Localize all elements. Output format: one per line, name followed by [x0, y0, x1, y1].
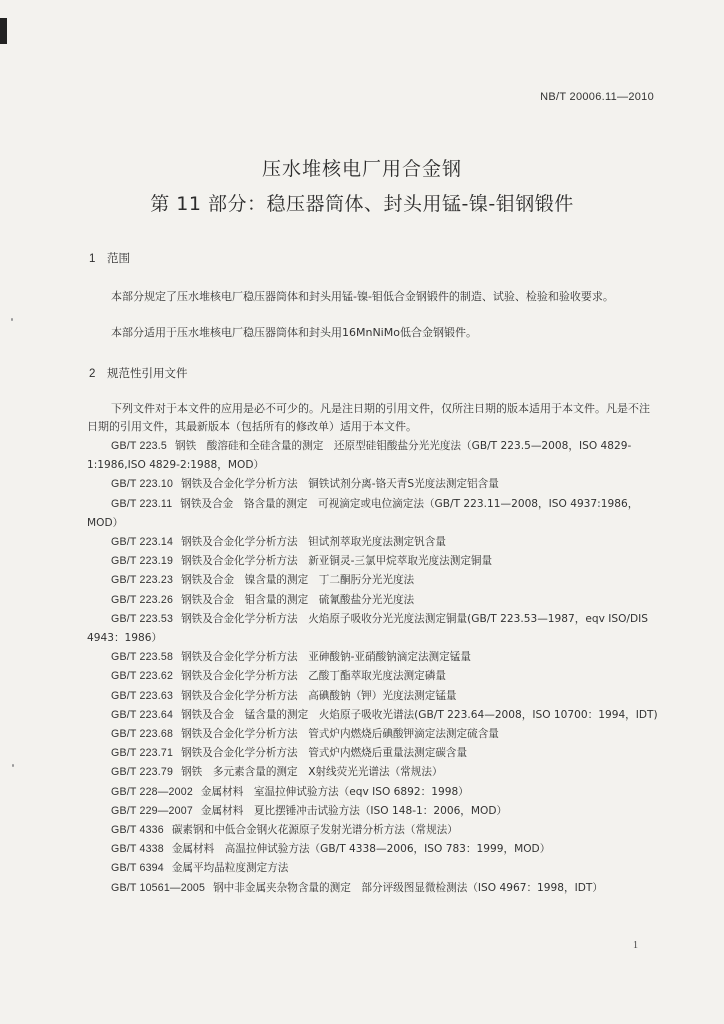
reference-code: GB/T 223.62 — [111, 670, 174, 683]
scan-speck — [12, 764, 14, 767]
reference-title: 金属材料 夏比摆锤冲击试验方法（ISO 148-1：2006，MOD） — [200, 804, 508, 817]
reference-code: GB/T 223.23 — [111, 574, 174, 587]
reference-item — [87, 437, 662, 475]
reference-title: 钢铁及合金 铬含量的测定 可视滴定或电位滴定法（GB/T 223.11—2008，ISO 4937:1986，MOD） — [87, 497, 639, 529]
section-number: 2 — [89, 368, 96, 380]
scope-paragraph-1: 本部分规定了压水堆核电厂稳压器筒体和封头用锰-镍-钼低合金钢锻件的制造、试验、检验和验收要求。 — [111, 290, 614, 303]
reference-title: 金属材料 室温拉伸试验方法（eqv ISO 6892：1998） — [200, 785, 469, 798]
section-heading-scope — [89, 250, 130, 266]
reference-title: 钢铁及合金化学分析方法 钽试剂萃取光度法测定钒含量 — [181, 536, 446, 549]
reference-item — [87, 495, 662, 533]
reference-code: GB/T 10561—2005 — [111, 881, 206, 894]
reference-code: GB/T 223.14 — [111, 536, 174, 549]
scan-edge-mark — [0, 18, 7, 44]
reference-item — [87, 667, 662, 686]
reference-code: GB/T 223.71 — [111, 747, 174, 760]
section-number: 1 — [89, 253, 96, 265]
reference-code: GB/T 223.26 — [111, 593, 174, 606]
reference-code: GB/T 223.11 — [111, 497, 173, 510]
reference-title: 钢中非金属夹杂物含量的测定 部分评级图显微检测法（ISO 4967：1998，IDT） — [213, 881, 603, 894]
reference-title: 钢铁及合金化学分析方法 管式炉内燃烧后碘酸钾滴定法测定硫含量 — [181, 728, 499, 741]
reference-item — [87, 821, 662, 840]
reference-item — [87, 552, 662, 571]
reference-code: GB/T 223.5 — [111, 440, 167, 452]
reference-code: GB/T 4338 — [111, 843, 164, 856]
reference-code: GB/T 223.58 — [111, 651, 174, 664]
reference-list — [87, 437, 662, 898]
reference-item — [87, 648, 662, 667]
reference-code: GB/T 223.19 — [111, 555, 174, 568]
reference-title: 钢铁及合金化学分析方法 新亚铜灵-三氯甲烷萃取光度法测定铜量 — [181, 555, 493, 568]
references-intro-paragraph: 下列文件对于本文件的应用是必不可少的。凡是注日期的引用文件，仅所注日期的版本适用于本文件。凡是不注日期的引用文件，其最新版本（包括所有的修改单）适用于本文件。 — [87, 402, 650, 433]
reference-item — [87, 783, 662, 802]
reference-title: 钢铁及合金化学分析方法 火焰原子吸收分光光度法测定铜量(GB/T 223.53—1987，eqv ISO/DIS 4943：1986） — [87, 612, 648, 645]
reference-title: 钢铁及合金化学分析方法 乙酸丁酯萃取光度法测定磷量 — [181, 670, 446, 683]
reference-item — [87, 859, 662, 878]
reference-title: 钢铁 多元素含量的测定 X射线荧光光谱法（常规法） — [181, 766, 443, 779]
reference-code: GB/T 229—2007 — [111, 804, 193, 817]
reference-title: 钢铁及合金化学分析方法 铜铁试剂分离-铬天青S光度法测定铝含量 — [181, 478, 499, 491]
scope-paragraph-2: 本部分适用于压水堆核电厂稳压器筒体和封头用16MnNiMo低合金钢锻件。 — [111, 326, 477, 339]
reference-code: GB/T 228—2002 — [111, 785, 193, 798]
reference-item — [87, 571, 662, 590]
reference-item — [87, 744, 662, 763]
reference-title: 金属材料 高温拉伸试验方法（GB/T 4338—2006，ISO 783：1999，MOD） — [171, 843, 551, 856]
reference-item — [87, 533, 662, 552]
reference-title: 钢铁及合金化学分析方法 高碘酸钠（钾）光度法测定锰量 — [181, 689, 457, 702]
section-title: 范围 — [107, 251, 130, 265]
reference-item — [87, 802, 662, 821]
reference-item — [87, 475, 662, 494]
reference-title: 钢铁及合金化学分析方法 管式炉内燃烧后重量法测定碳含量 — [181, 747, 468, 760]
document-subtitle: 第 11 部分：稳压器筒体、封头用锰-镍-钼钢锻件 — [150, 193, 574, 215]
reference-item — [87, 725, 662, 744]
reference-code: GB/T 223.10 — [111, 478, 174, 491]
reference-code: GB/T 223.53 — [111, 612, 174, 625]
reference-item — [87, 763, 662, 782]
reference-code: GB/T 223.63 — [111, 689, 174, 702]
reference-item — [87, 687, 662, 706]
reference-code: GB/T 4336 — [111, 824, 164, 837]
reference-title: 钢铁及合金 钼含量的测定 硫氰酸盐分光光度法 — [181, 593, 415, 606]
reference-title: 碳素钢和中低合金钢火花源原子发射光谱分析方法（常规法） — [171, 824, 458, 837]
section-heading-normative-references — [89, 365, 188, 381]
reference-item — [87, 879, 662, 898]
reference-item — [87, 840, 662, 859]
page-number: 1 — [633, 940, 638, 951]
reference-code: GB/T 6394 — [111, 862, 164, 875]
document-title: 压水堆核电厂用合金钢 — [261, 158, 462, 180]
reference-code: GB/T 223.79 — [111, 766, 174, 779]
reference-title: 钢铁及合金 镍含量的测定 丁二酮肟分光光度法 — [181, 574, 415, 587]
section-title: 规范性引用文件 — [107, 366, 188, 380]
reference-title: 钢铁及合金化学分析方法 亚砷酸钠-亚硝酸钠滴定法测定锰量 — [181, 651, 471, 664]
standard-code: NB/T 20006.11—2010 — [540, 91, 654, 103]
scan-speck — [11, 318, 13, 321]
reference-title: 钢铁及合金 锰含量的测定 火焰原子吸收光谱法(GB/T 223.64—2008，ISO 10700：1994，IDT) — [181, 708, 658, 721]
reference-code: GB/T 223.64 — [111, 708, 174, 721]
reference-item — [87, 706, 662, 725]
reference-code: GB/T 223.68 — [111, 728, 174, 741]
reference-title: 金属平均晶粒度测定方法 — [171, 862, 289, 875]
reference-item — [87, 591, 662, 610]
reference-item — [87, 610, 662, 648]
reference-title: 钢铁 酸溶硅和全硅含量的测定 还原型硅钼酸盐分光光度法（GB/T 223.5—2008，ISO 4829-1:1986,ISO 4829-2:1988，MOD） — [87, 440, 632, 472]
